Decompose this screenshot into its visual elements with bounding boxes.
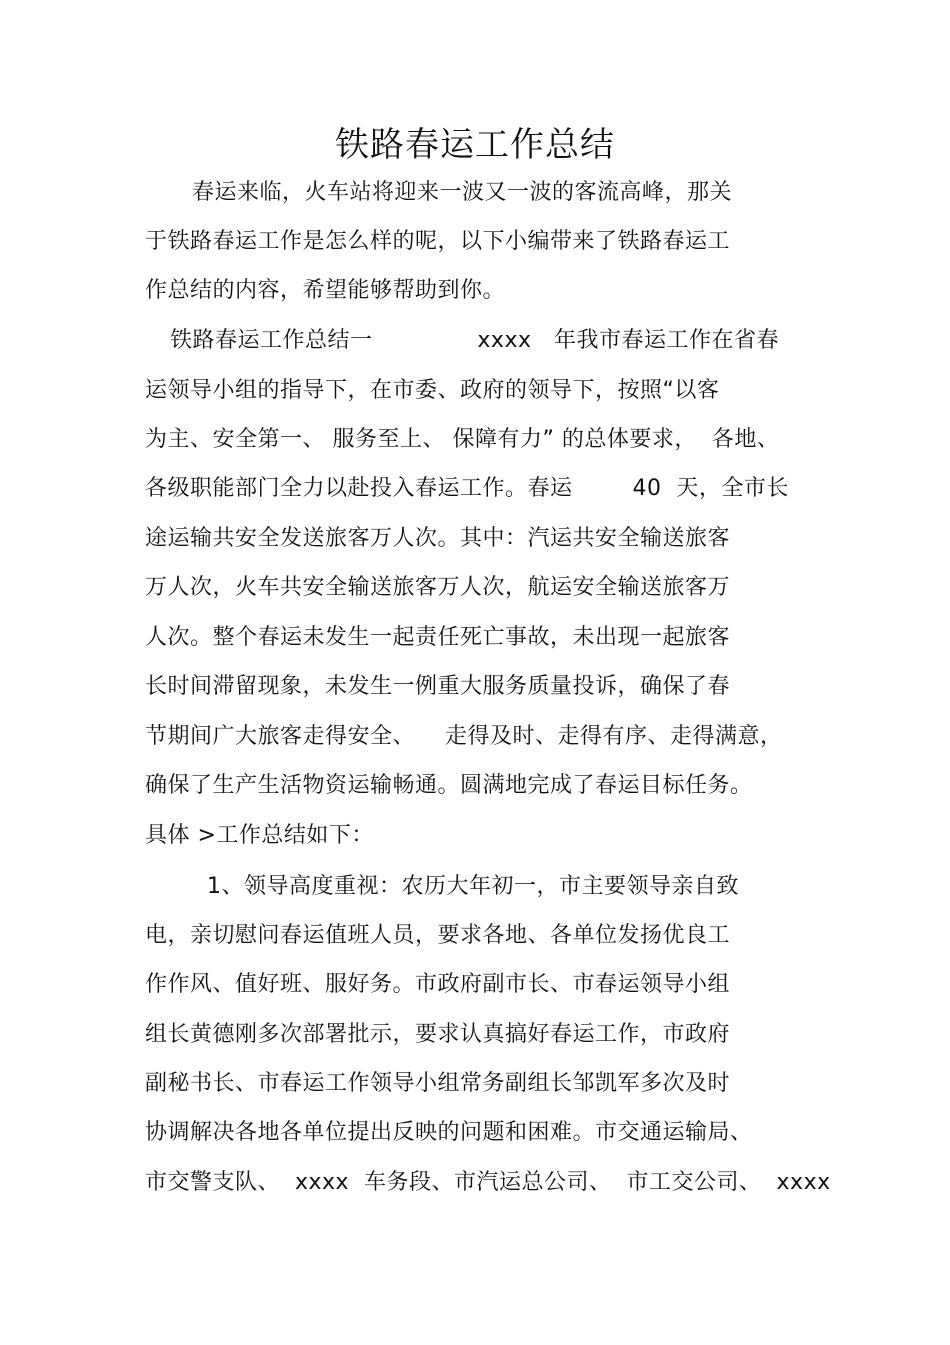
paragraph-line: 市交警支队、 xxxx 车务段、市汽运总公司、 市工交公司、 xxxx bbox=[145, 1170, 831, 1195]
paragraph-line: 作作风、值好班、服好务。市政府副市长、市春运领导小组 bbox=[145, 972, 731, 997]
paragraph-line: 具体 >工作总结如下： bbox=[145, 823, 374, 848]
paragraph-line: 各级职能部门全力以赴投入春运工作。春运 40 天，全市长 bbox=[145, 476, 789, 501]
paragraph-line: 万人次，火车共安全输送旅客万人次，航运安全输送旅客万 bbox=[145, 575, 731, 600]
paragraph-line: 运领导小组的指导下，在市委、政府的领导下，按照“以客 bbox=[145, 378, 720, 403]
paragraph-line: 铁路春运工作总结一 xxxx 年我市春运工作在省春 bbox=[170, 328, 779, 353]
document-title: 铁路春运工作总结 bbox=[335, 125, 615, 165]
paragraph-line: 电，亲切慰问春运值班人员，要求各地、各单位发扬优良工 bbox=[145, 923, 731, 948]
paragraph-line: 组长黄德刚多次部署批示，要求认真搞好春运工作，市政府 bbox=[145, 1022, 731, 1047]
paragraph-line: 为主、安全第一、 服务至上、 保障有力” 的总体要求， 各地、 bbox=[145, 427, 780, 452]
paragraph-line: 人次。整个春运未发生一起责任死亡事故，未出现一起旅客 bbox=[145, 625, 731, 650]
paragraph-line: 途运输共安全发送旅客万人次。其中：汽运共安全输送旅客 bbox=[145, 526, 731, 551]
paragraph-line: 1、领导高度重视：农历大年初一，市主要领导亲自致 bbox=[207, 874, 739, 899]
paragraph-line: 确保了生产生活物资运输畅通。圆满地完成了春运目标任务。 bbox=[145, 773, 753, 798]
paragraph-line: 作总结的内容，希望能够帮助到你。 bbox=[145, 278, 506, 303]
paragraph-line: 长时间滞留现象，未发生一例重大服务质量投诉，确保了春 bbox=[145, 674, 731, 699]
paragraph-line: 春运来临，火车站将迎来一波又一波的客流高峰，那关 bbox=[192, 180, 733, 205]
paragraph-line: 副秘书长、市春运工作领导小组常务副组长邹凯军多次及时 bbox=[145, 1071, 731, 1096]
paragraph-line: 于铁路春运工作是怎么样的呢，以下小编带来了铁路春运工 bbox=[145, 229, 731, 254]
paragraph-line: 节期间广大旅客走得安全、 走得及时、走得有序、走得满意， bbox=[145, 724, 783, 749]
paragraph-line: 协调解决各地各单位提出反映的问题和困难。市交通运输局、 bbox=[145, 1120, 753, 1145]
